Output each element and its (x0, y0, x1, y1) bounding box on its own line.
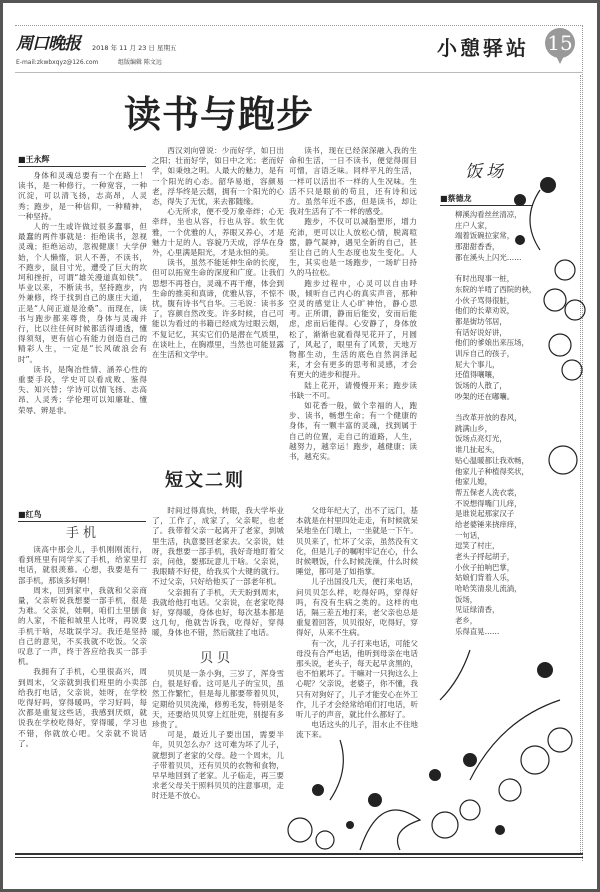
poem-line: 姑娘们背着人乐， (455, 573, 515, 583)
poem-line: 有时出现事一桩， (455, 274, 515, 284)
paragraph: 人的一生或许做过很多蠢事，但最蠢的两件事就是：拒绝读书，忽视灵魂；拒绝运动，忽视健康！大学伊始，个人懒惰，识人不善，不读书，不跑步，鼠目寸光，遭受了巨大的坎坷和挫折，可谓“雄关漫道真如铁”。毕业以来，不断读书，坚持跑步，内外兼修，终于找到自己的康庄大道，正是“人间正道是沧桑”。而现在，读书与跑步都来尊贵，身体与灵魂并行，比以往任何时候都活得通透，懂得须刻，更有信心有能力创造自己的精彩人生，一定是“长风破浪会有时”。 (18, 222, 147, 364)
poem-line: 一句话， (455, 530, 485, 540)
poem-line: 不说想得嘴门儿痒， (455, 498, 522, 508)
paragraph: 父亲拥有了手机，天天盼到周末，我就给他打电话。父亲说，在老家吃得好，穿得暖，身体也好，每次基本都是这几句，他就告诉我，吃得好，穿得暖，身体也不错，然后就挂了电话。 (152, 587, 284, 638)
paragraph: 父母年纪大了，出不了远门，基本就是在村里四处走走，有时候就呆呆地坐在门墩上，一坐就是一下午。贝贝来了，忙坏了父亲，虽然没有文化，但是儿子的嘱咐牢记在心，什么时候喂饭，什么时候洗澡，什么时候睡觉，都可是了如指掌。 (296, 506, 418, 577)
beibei-column-1 (152, 669, 284, 801)
paragraph: 陆上花开，请慢慢开来；跑步读书缺一不可。 (289, 380, 417, 400)
paragraph: 读高中那会儿，手机刚刚流行，看到班里有同学买了手机，给家里打电话，就很羡慕。心想，我要是有一部手机，那该多好啊！ (18, 545, 147, 585)
beibei-column-2 (296, 506, 418, 756)
poem-line: 吵架的还在嘟囔。 (455, 391, 515, 401)
poem-line: 柳溪沟看丝丝清凉， (455, 210, 522, 219)
poem-body (455, 210, 536, 638)
poem-line: 谁几扯起头， (455, 445, 500, 455)
phone-column-2 (152, 506, 284, 648)
poem-line: 他们的长辈劝说， (455, 306, 515, 316)
poem-line: 乐得直晃…… (455, 626, 500, 636)
poem-line: 见证绿清香， (455, 605, 500, 615)
poem-line: 老头子捋起胡子， (455, 552, 515, 561)
poem-line: 跳满山乡， (455, 423, 492, 433)
poem-line: 哈哈笑清泉儿流淌， (455, 584, 522, 594)
poem-line: 屁大个事儿， (455, 359, 500, 369)
paragraph: 时间过得真快，转眼，我大学毕业了，工作了，成家了，父亲呢，也老了。我带着父亲一起离开了老家，到城里生活，执意要回老家去。父亲说，娃呀，我想要一部手机，我好奇地盯着父亲，问他，要那玩意儿干啥。父亲说，我眼睛不好使，给我买个大键的就行。不过父亲，只好给他买了一部老年机。 (152, 506, 284, 587)
phone-column-1 (18, 545, 147, 861)
paragraph: 可是，最近儿子要出国，需要半年，贝贝怎么办？这可难为坏了儿子，就想到了老家的父母。趁一个周末，儿子带着贝贝，还有贝贝的衣物和食物，早早地回到了老家。儿子临走，再三要求老父母关于照料贝贝的注意事项，走时还是不放心。 (152, 730, 284, 801)
paragraph: 读书，是陶冶性情、涵养心性的重要手段，学史可以看成败、鉴得失、知兴替；学诗可以情飞扬、志高昂、人灵秀；学伦理可以知廉耻、懂荣辱、辨是非。 (18, 364, 147, 415)
poem-line: 有话好说好讲， (455, 327, 507, 337)
section-name: 小憩驿站 (437, 36, 529, 60)
paragraph: 读书，虽然不能延伸生命的长度，但可以拓宽生命的深度和广度。让我们思想不再苍白，灵魂不再干瘪，体会到生命的推美和真谛，优雅从容，不惊不扰，腹有诗书气自华。三毛说：读书多了，容颜自然改变。许多时候，自己可能以为看过的书籍已经成为过眼云烟，不复记忆，其实它们仍是潜在气质里，在谈吐上，在胸襟里，当然也可能显露在生活和文学中。 (152, 258, 284, 360)
poem-line: 他家儿媳， (455, 477, 492, 487)
paragraph: 心无所求，便不受万象牵绊；心无牵绊，坐也从容，行也从容。软生优雅，一个优雅的人，养眼又养心，才是魅力十足的人。容貌乃天成，浮华在身外，心里满是阳光，才是永恒的美。 (152, 207, 284, 258)
article-column-3 (289, 146, 417, 462)
poem-line: 端着饭碗拉家常， (455, 231, 515, 241)
poem-line: 庄户人家， (455, 220, 492, 230)
poem-line: 东院的羊啃了西院的秧， (455, 284, 537, 294)
poem-line: 小伙子拍响巴掌， (455, 562, 515, 572)
paragraph: 如花香一般，做个幸福的人，跑步、读书，畅想生命；有一个健康的身体，有一颗丰富的灵魂，找到属于自己的位置，走自己的道路，人生，越努力，越幸运！跑步，越健康；读书，越充实。 (289, 401, 417, 462)
newspaper-logo: 周口晚报 (16, 34, 80, 54)
header-divider (15, 72, 583, 73)
paragraph: 有一次，儿子打来电话，可能父母没有合严电话，他听到母亲在电话那头说，老头子，每天起早贪黑的，也不怕累坏了。干嘛对一只狗这么上心呢？父亲说，老婆子，你不懂，我只有对狗好了，儿子才能安心在外工作，儿子才会经常给咱们打电话，听听儿子的声音，就比什么都好了。 (296, 638, 418, 720)
article-column-2 (152, 146, 284, 401)
bottom-rule (15, 853, 583, 858)
article-author: ■王永辉 (18, 155, 146, 167)
paragraph: 电话这头的儿子，泪水止不住地流下来。 (296, 720, 418, 740)
poem-line: 饭场点亮灯光， (455, 434, 507, 444)
contact-email: E-mail:zkwbxqyz@126.com (16, 59, 99, 66)
article-column-1 (18, 171, 147, 415)
short-articles-author: ■红鸟 (18, 510, 146, 522)
poem-line: 都在溪头上闪光…… (455, 252, 522, 262)
poem-line: 贴心温暖都让我欢畅， (455, 455, 529, 465)
poem-line: 当改革开放的春风， (455, 413, 522, 423)
phone-title: 手机 (66, 526, 101, 541)
layout-editor: 组版编辑 陈文远 (118, 59, 162, 66)
poem-line: 帮五保老人洗衣裳， (455, 487, 522, 497)
poem-line: 那甜甜香香， (455, 242, 500, 252)
paragraph: 跑步，不仅可以减脂塑形，增力充沛，更可以让人放松心情，脱离喧嚣，静气凝神，遇见全新的自己，甚至让自己的人生态度也发生变化。人生，其实也是一场跑步，一场旷日持久的马拉松。 (289, 217, 417, 278)
paragraph: 西汉刘向曾说：少而好学，如日出之阳；壮而好学，如日中之光；老而好学，如秉烛之明。人最大的魅力，是有一个阳光的心态。韶华易逝，容颜易老，浮华终是云烟，拥有一个阳光的心态，得失了无忧，来去都随缘。 (152, 146, 284, 207)
poem-line: 都是街坊邻居， (455, 316, 507, 326)
paragraph: 身体和灵魂总要有一个在路上！读书，是一种修行，一种宽容，一种沉淀，可以清飞扬，志高昂，人灵秀；跑步，是一种信仰，一种精神，一种坚持。 (18, 171, 147, 221)
poem-line: 是谁说起那家汉子 (455, 509, 515, 519)
paragraph: 贝贝是一条小狗，三岁了，浑身雪白，很是好看。这可是儿子的宝贝，虽然工作繁忙，但是每儿都要带着贝贝，定期给贝贝洗澡，修剪毛发，特别是冬天，还要给贝贝穿上红肚兜，别提有多珍贵了。 (152, 669, 284, 730)
stanza-break (455, 402, 536, 413)
poem-line: 他们的爹娘出来压场， (455, 338, 529, 348)
poem-line: 还值得嚷嚷， (455, 370, 500, 380)
poem-line: 给老婆锤来挠痒痒， (455, 519, 522, 529)
poem-line: 训斥自己的孩子， (455, 348, 515, 358)
column-rule (580, 75, 581, 855)
paragraph: 儿子出国没几天，便打来电话，问贝贝怎么样，吃得好吗，穿得好吗，有没有生病之类的。这样的电话，隔三差五地打来，老父亲也总是重复着回答，贝贝很好，吃得好，穿得好，从来不生病。 (296, 577, 418, 638)
poem-line: 逗笑了村庄， (455, 541, 500, 551)
issue-date: 2018 年 11 月 23 日 星期五 (92, 44, 177, 52)
poem-line: 饭场， (455, 594, 478, 604)
paragraph: 跑步过程中，心灵可以自由呼吸，倾听自己内心的真实声音，那种空灵的感觉让人心旷神怡，静心思考。正所谓，静而后能安，安而后能虑，虑而后能得。心安静了，身体放松了，渐渐也就看得见花开了，月圆了，风起了，眼里有了风景，天地万物都生动，生活的底色自然润泽起来，才会有更多的思考和灵感，才会有更大的进步和提升。 (289, 278, 417, 380)
poem-author: ■蔡德龙 (440, 194, 532, 206)
poem-line: 饭场的人散了， (455, 381, 507, 390)
beibei-title: 贝贝 (200, 651, 235, 666)
paragraph: 读书，现在已经深深融入我的生命和生活，一日不读书，便觉得面目可憎，言语乏味。同样平凡的生活，一样可以活出不一样的人生况味。生活不只是眼前的苟且，还有诗和远方。虽然年近不惑，但是读书，却让我对生活有了不一样的感受。 (289, 146, 417, 217)
poem-title: 饭场 (465, 162, 507, 182)
paragraph: 周末，回到家中，我就和父亲商量，父亲听说我想要一部手机，很是为难。父亲说，娃啊，咱们土里刨食的人家，不能和城里人比呀，再说要手机干啥，尽耽误学习。我还是坚持自己的意见，不买我就不吃饭。父亲叹息了一声，终于答应给我买一部手机。 (18, 585, 147, 667)
paragraph: 我拥有了手机，心里很高兴，周到周末，父亲就到我们班里的小卖部给我打电话，父亲说，娃呀，在学校吃得好吗，穿得暖吗，学习好吗，每次都是重复这些话，我感到厌烦，就说我在学校吃得好，穿得暖，学习也不错，你就放心吧。父亲就不说话了。 (18, 667, 147, 748)
poem-line: 老乡， (455, 616, 478, 626)
article-title: 读书与跑步 (124, 92, 314, 136)
stanza-break (455, 263, 536, 274)
poem-line: 他家儿子种植得奖状， (455, 466, 529, 476)
page-number-badge: 15 (545, 28, 575, 58)
poem-line: 小伙子骂得很脏， (455, 295, 515, 305)
section-title: 短文二则 (165, 470, 245, 491)
